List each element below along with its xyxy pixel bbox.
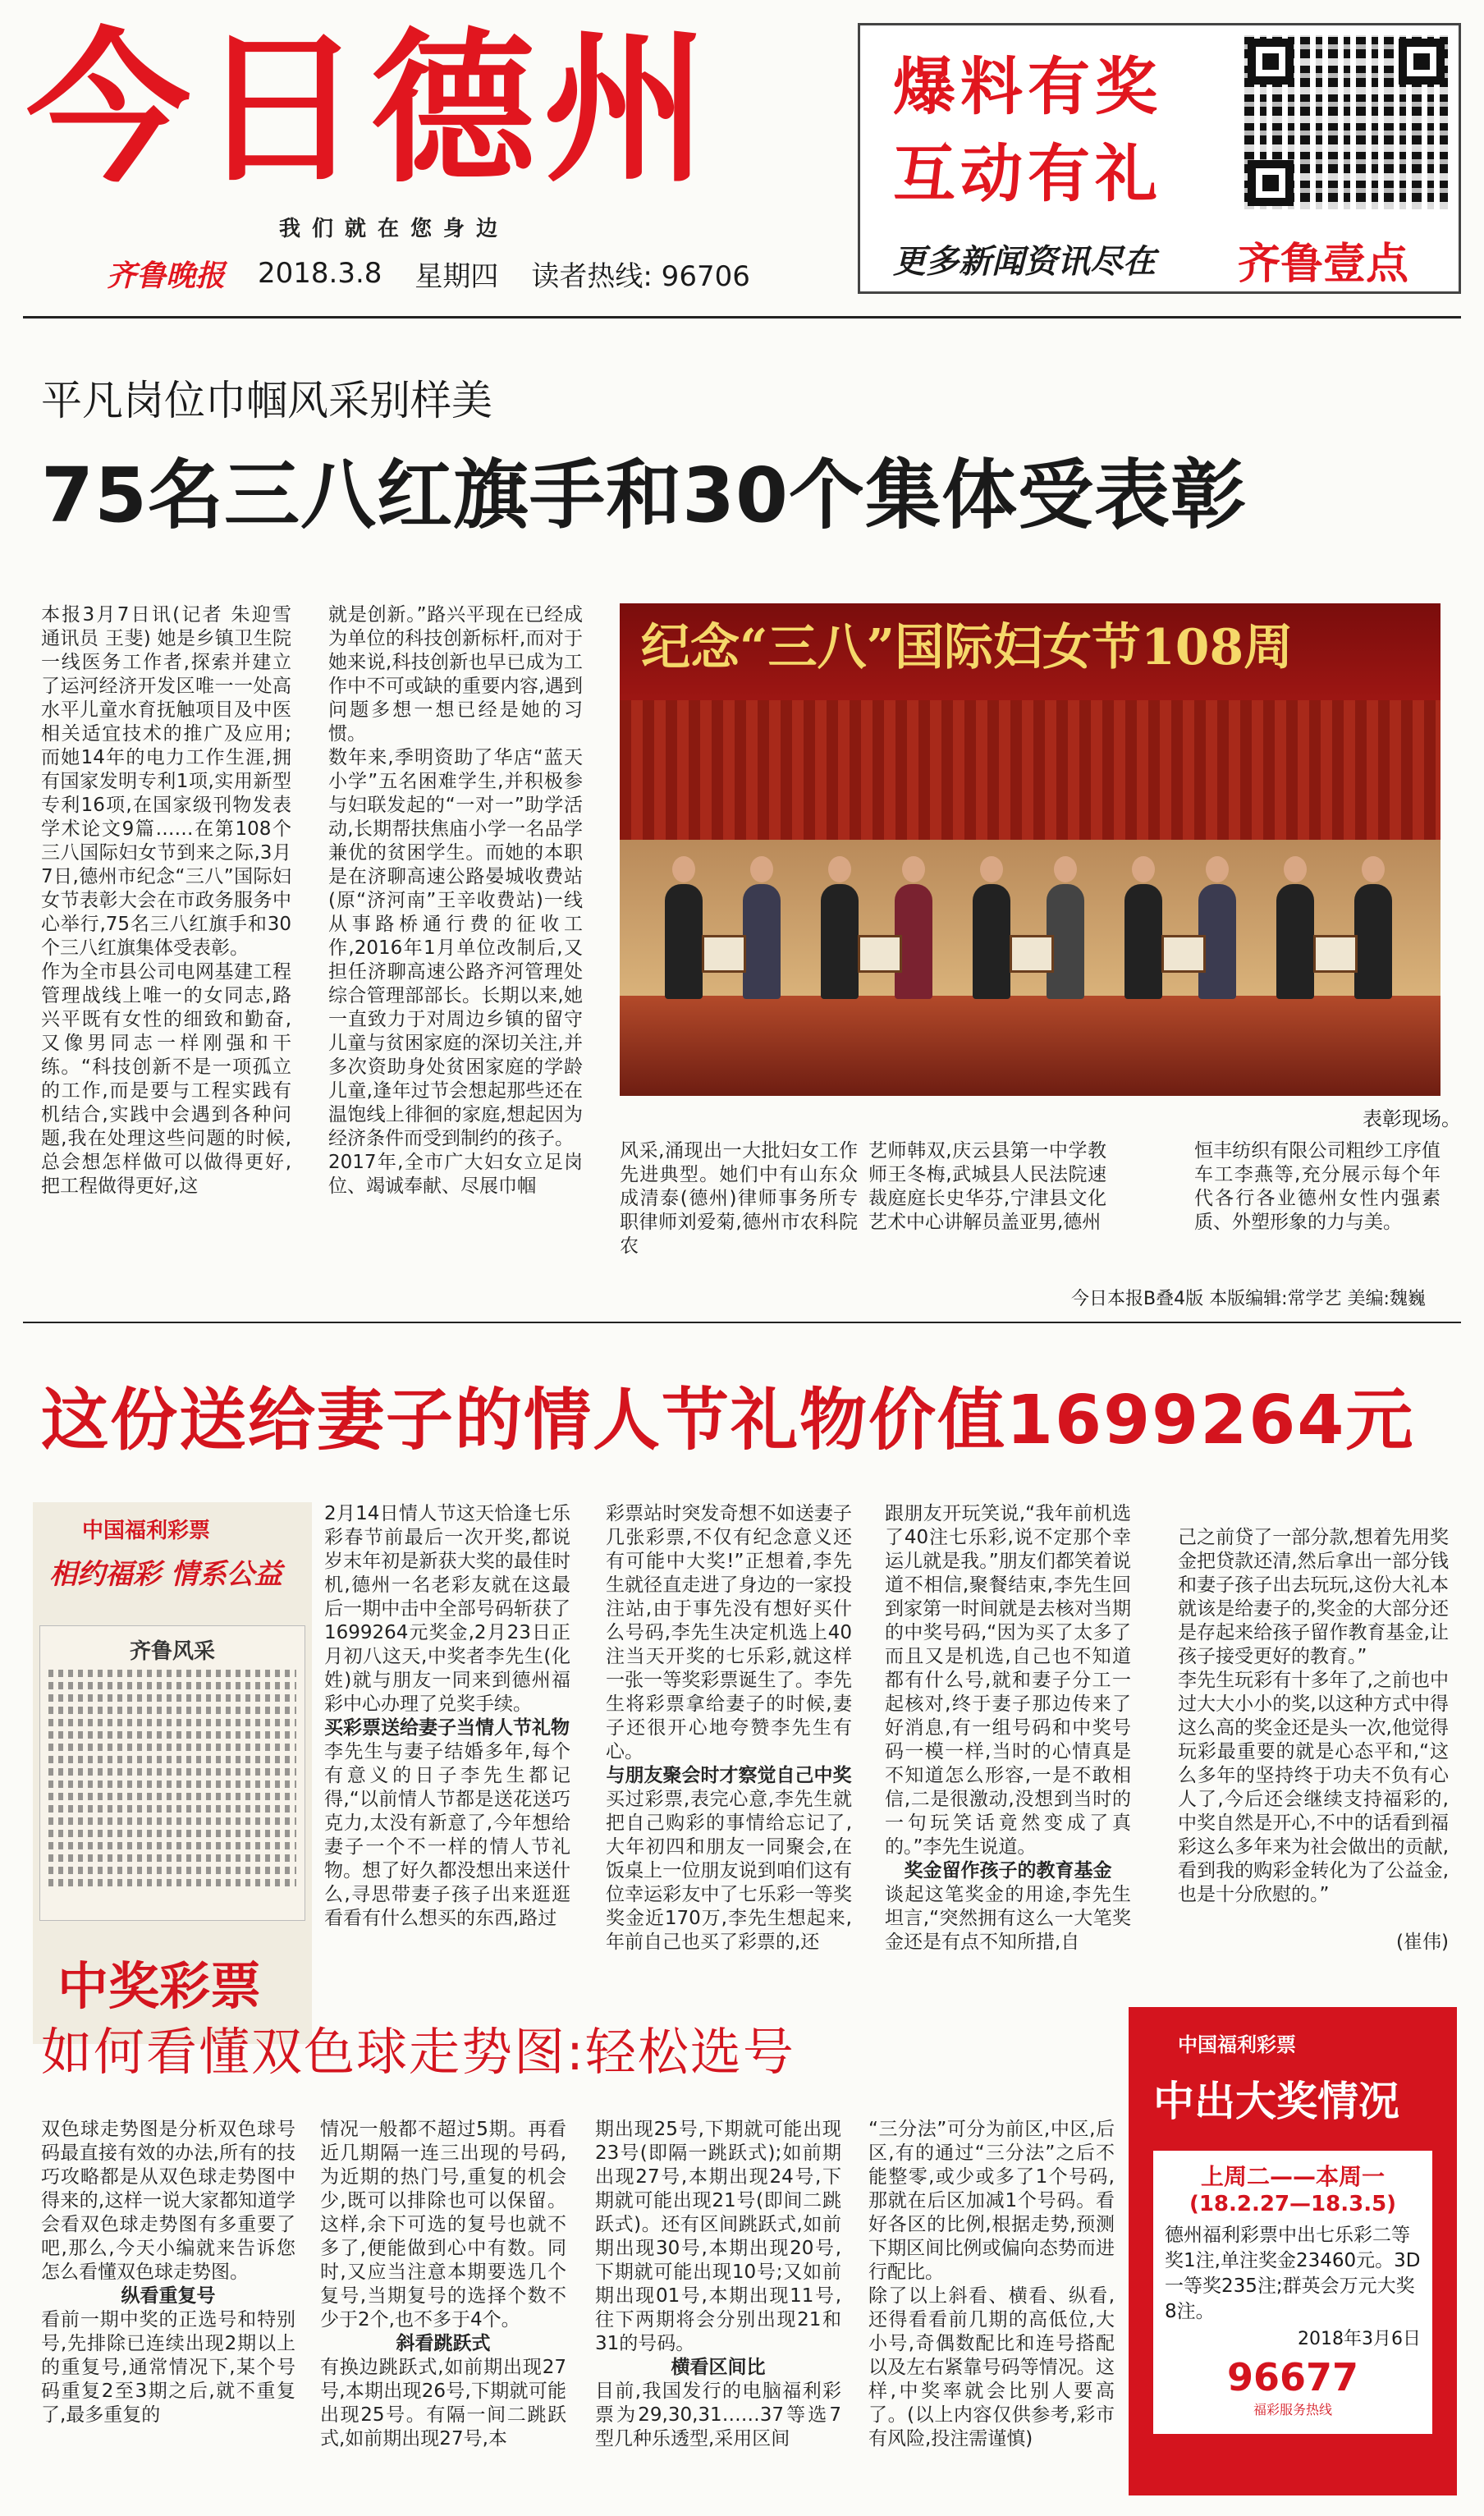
promo-box: [858, 23, 1461, 294]
winning-ticket-photo: 中国福利彩票 相约福彩 情系公益 齐鲁风采 中奖彩票: [33, 1502, 312, 2044]
award-info-box: 中国福利彩票 中出大奖情况 上周二——本周一 (18.2.27—18.3.5) 德州福利彩票中出七乐彩二等奖1注,单注奖金23460元。3D一等奖235注;群英会万元大奖8注。 2018年3月6日 96677 福彩服务热线: [1129, 2007, 1457, 2495]
story3-column-1: 双色球走势图是分析双色球号码最直接有效的办法,所有的技巧攻略都是从双色球走势图中得来的,这样一说大家都知道学会看双色球走势图有多重要了吧,那么,今天小编就来告诉您怎么看懂双色球走势图。 纵看重复号 看前一期中奖的正选号和特别号,先排除已连续出现2期以上的重复号,通常情况下,某个号码重复2至3期之后,就不重复了,最多重复的: [41, 2119, 295, 2426]
issue-weekday: 星期四: [415, 259, 499, 293]
promo-line-1: 爆料有奖: [893, 50, 1162, 123]
section-rule-1: [23, 1322, 1461, 1323]
promo-brand: 齐鲁壹点: [1238, 240, 1409, 289]
story1-column-5: 恒丰纺织有限公司粗纱工序值车工李燕等,充分展示每个年代各行各业德州女性内强素质、外塑形象的力与美。: [1194, 1140, 1440, 1233]
story2-column-1: 2月14日情人节这天恰逢七乐彩春节前最后一次开奖,都说岁末年初是新获大奖的最佳时机,德州一名老彩友就在这最后一期中击中全部号码斩获了1699264元奖金,2月23日正月初八这天,中奖者李先生(化姓)就与朋友一同来到德州福彩中心办理了兑奖手续。 买彩票送给妻子当情人节礼物 李先生与妻子结婚多年,每个有意义的日子李先生都记得,“以前情人节都是送花送巧克力,太没有新意了,今年想给妻子一个不一样的情人节礼物。想了好久都没想出来送什么,寻思带妻子孩子出来逛逛看看有什么想买的东西,路过: [324, 1503, 570, 1929]
story1-column-4: 艺师韩双,庆云县第一中学教师王冬梅,武城县人民法院速裁庭庭长史华芬,宁津县文化艺术中心讲解员盖亚男,德州: [868, 1140, 1106, 1233]
reader-hotline: 读者热线: 96706: [531, 259, 750, 293]
story1-kicker: 平凡岗位巾帼风采别样美: [41, 377, 492, 424]
editor-credits: 今日本报B叠4版 本版编辑:常学艺 美编:魏巍: [1071, 1289, 1426, 1309]
ceremony-banner: 纪念“三八”国际妇女节108周: [620, 603, 1440, 700]
story1-column-3: 风采,涌现出一大批妇女工作先进典型。她们中有山东众成清泰(德州)律师事务所专职律师刘爱菊,德州市农科院农: [620, 1140, 858, 1254]
story3-headline: 如何看懂双色球走势图:轻松选号: [41, 2022, 795, 2082]
award-ceremony-photo: [620, 603, 1440, 1096]
story2-headline: 这份送给妻子的情人节礼物价值1699264元: [41, 1382, 1415, 1460]
promo-subtitle: 更多新闻资讯尽在: [893, 242, 1156, 281]
masthead-rule: [23, 316, 1461, 319]
paper-logo: 齐鲁晚报: [107, 258, 226, 293]
story3-column-4: “三分法”可分为前区,中区,后区,有的通过“三分法”之后不能整零,或少或多了1个号码,那就在后区加减1个号码。看好各区的比例,根据走势,预测下期区间比例或偏向态势而进行配比。 除了以上斜看、横看、纵看,还得看看前几期的高低位,大小号,奇偶数配比和连号搭配以及左右紧靠号码等情况。这样,中奖率就会比别人要高了。(以上内容仅供参考,彩市有风险,投注需谨慎): [868, 2119, 1115, 2450]
issue-date: 2018.3.8: [258, 257, 382, 290]
winning-stamp: 中奖彩票: [57, 1956, 262, 2016]
promo-line-2: 互动有礼: [893, 137, 1162, 210]
story2-column-2: 彩票站时突发奇想不如送妻子几张彩票,不仅有纪念意义还有可能中大奖!”正想着,李先生就径直走进了身边的一家投注站,由于事先没有想好买什么号码,李先生决定机选上40注当天开奖的七乐彩,就这样一张一等奖彩票诞生了。李先生将彩票拿给妻子的时候,妻子还很开心地夸赞李先生有心。 与朋友聚会时才察觉自己中奖 买过彩票,表完心意,李先生就把自己购彩的事情给忘记了,大年初四和朋友一同聚会,在饭桌上一位朋友说到咱们这有位幸运彩友中了七乐彩一等奖奖金近170万,李先生想起来,年前自己也买了彩票的,还: [606, 1503, 852, 1953]
photo-caption: 表彰现场。: [1363, 1107, 1461, 1130]
masthead-slogan: 我们就在您身边: [279, 217, 510, 241]
award-title: 中出大奖情况: [1153, 2078, 1399, 2125]
masthead-title: 今日德州: [26, 14, 717, 205]
story1-headline: 75名三八红旗手和30个集体受表彰: [41, 451, 1248, 539]
story3-column-3: 期出现25号,下期就可能出现23号(即隔一跳跃式);如前期出现27号,本期出现24号,下期就可能出现21号(即间二跳跃式)。还有区间跳跃式,如前期出现30号,本期出现20号,下期就可能出现10号;又如前期出现01号,本期出现11号,往下两期将会分别出现21和31的号码。 横看区间比 目前,我国发行的电脑福利彩票为29,30,31……37等选7型几种乐透型,采用区间: [595, 2119, 841, 2450]
story1-column-1: 本报3月7日讯(记者 朱迎雪 通讯员 王斐) 她是乡镇卫生院一线医务工作者,探索并建立了运河经济开发区唯一一处高水平儿童水育抚触项目及中医相关适宜技术的推广及应用;而她14年的电力工作生涯,拥有国家发明专利1项,实用新型专利16项,在国家级刊物发表学术论文9篇……在第108个三八国际妇女节到来之际,3月7日,德州市纪念“三八”国际妇女节表彰大会在市政务服务中心举行,75名三八红旗手和30个三八红旗集体受表彰。 作为全市县公司电网基建工程管理战线上唯一的女同志,路兴平既有女性的细致和勤奋,又像男同志一样刚强和干练。“科技创新不是一项孤立的工作,而是要与工程实践有机结合,实践中会遇到各种问题,我在处理这些问题的时候,总会想怎样做可以做得更好,把工程做得更好,这: [41, 604, 291, 1197]
story3-column-2: 情况一般都不超过5期。再看近几期隔一连三出现的号码,为近期的热门号,重复的机会少,既可以排除也可以保留。这样,余下可选的复号也就不多了,便能做到心中有数。同时,又应当注意本期要选几个复号,当期复号的选择个数不少于2个,也不多于4个。 斜看跳跃式 有换边跳跃式,如前期出现27号,本期出现26号,下期就可能出现25号。有隔一间二跳跃式,如前期出现27号,本: [320, 2119, 566, 2450]
story2-column-3: 跟朋友开玩笑说,“我年前机选了40注七乐彩,说不定那个幸运儿就是我。”朋友们都笑着说道不相信,聚餐结束,李先生回到家第一时间就是去核对当期的中奖号码,“因为买了太多了而且又是机选,自己也不知道都有什么号,就和妻子分工一起核对,终于妻子那边传来了好消息,有一组号码和中奖号码一模一样,当时的心情真是不知道怎么形容,一是不敢相信,二是很激动,没想到当时的一句玩笑话竟然变成了真的。”李先生说道。 奖金留作孩子的教育基金 谈起这笔奖金的用途,李先生坦言,“突然拥有这么一大笔奖金还是有点不知所措,自: [885, 1503, 1131, 1953]
award-brand: 中国福利彩票: [1178, 2033, 1296, 2056]
story2-column-4: 己之前贷了一部分款,想着先用奖金把贷款还清,然后拿出一部分钱和妻子孩子出去玩玩,这份大礼本就该是给妻子的,奖金的大部分还是存起来给孩子留作教育基金,让孩子接受更好的教育。” 李先生玩彩有十多年了,之前也中过大大小小的奖,以这种方式中得这么高的奖金还是头一次,他觉得玩彩最重要的就是心态平和,“这么多年的坚持终于功夫不负有心人了,今后还会继续支持福彩的,中奖自然是开心,不中的话看到福彩这么多年来为社会做出的贡献,看到我的购彩金转化为了公益金,也是十分欣慰的。” (崔伟): [1178, 1527, 1449, 1953]
masthead-meta: [107, 254, 845, 292]
story1-column-2: 就是创新。”路兴平现在已经成为单位的科技创新标杆,而对于她来说,科技创新也早已成为工作中不可或缺的重要内容,遇到问题多想一想已经是她的习惯。 数年来,季明资助了华店“蓝天小学”五名困难学生,并积极参与妇联发起的“一对一”助学活动,长期帮扶焦庙小学一名品学兼优的贫困学生。而她的本职是在济聊高速公路晏城收费站(原“济河南”王辛收费站)一线从事路桥通行费的征收工作,2016年1月单位改制后,又担任济聊高速公路齐河管理处综合管理部部长。长期以来,她一直致力于对周边乡镇的留守儿童与贫困家庭的深切关注,并多次资助身处贫困家庭的学龄儿童,逢年过节会想起那些还在温饱线上徘徊的家庭,想起因为经济条件而受到制约的孩子。 2017年,全市广大妇女立足岗位、竭诚奉献、尽展巾帼: [328, 604, 583, 1197]
award-hotline: 96677: [1226, 2355, 1359, 2399]
